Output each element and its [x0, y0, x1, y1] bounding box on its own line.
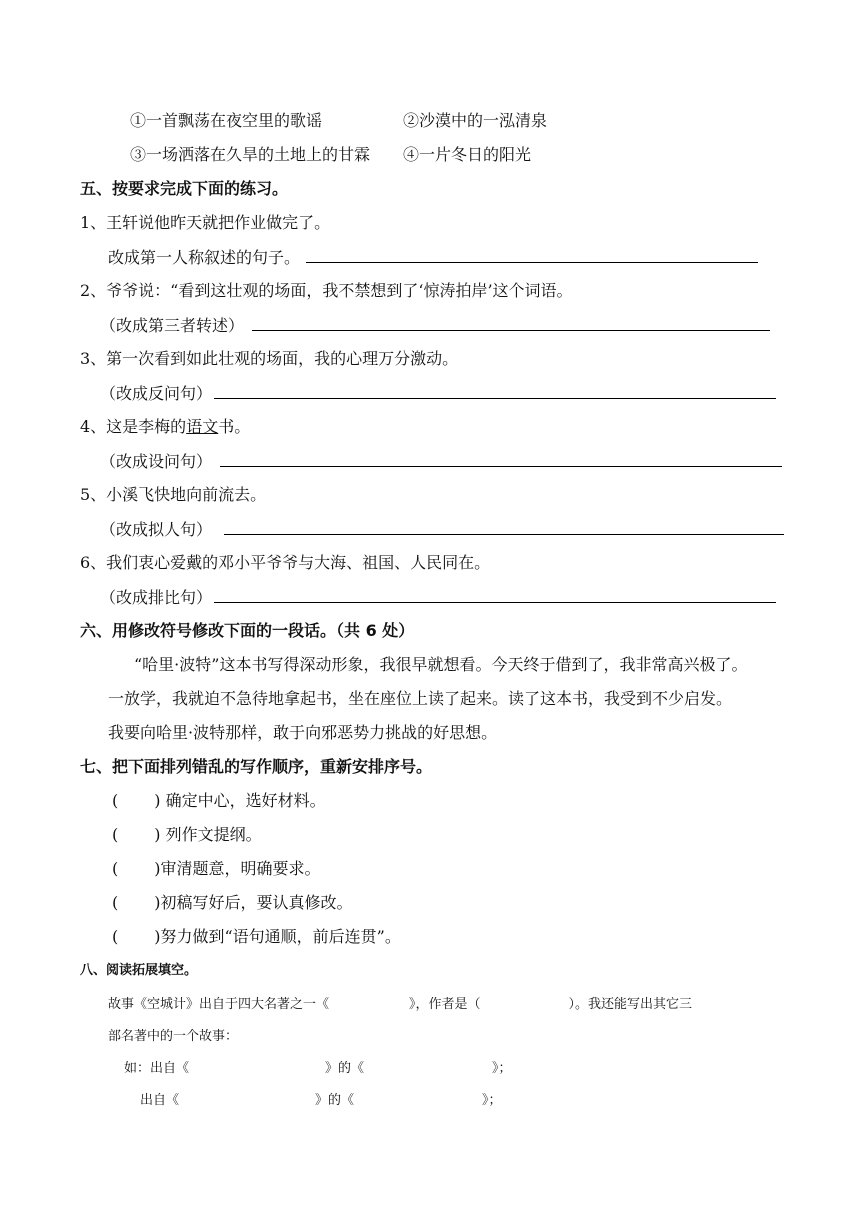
option-3: ③一场洒落在久旱的土地上的甘霖: [130, 145, 371, 164]
q4-hint: [100, 450, 782, 473]
order-blank-5[interactable]: (: [112, 927, 119, 946]
q2-hint: [100, 314, 770, 337]
order-item-3-text: )审清题意，明确要求。: [154, 859, 321, 878]
reading-line-1-a: 故事《空城计》出自于四大名著之一《: [108, 997, 330, 1012]
example-1-c: 》；: [492, 1061, 512, 1076]
order-item-4: [112, 892, 353, 914]
example-1-a: 如：出自《: [124, 1061, 190, 1076]
order-item-2-text: ) 列作文提纲。: [154, 825, 262, 844]
example-2-b: 》的《: [315, 1093, 355, 1108]
example-2-a: 出自《: [140, 1093, 180, 1108]
q5-hint: [100, 518, 784, 541]
q6-hint: [100, 586, 776, 609]
reading-line-2: 部名著中的一个故事：: [108, 1029, 239, 1044]
order-item-1-text: ) 确定中心，选好材料。: [154, 791, 326, 810]
q3-hint-label: （改成反问句）: [100, 384, 213, 403]
order-item-1: [112, 790, 326, 812]
reading-example-2: [140, 1090, 502, 1112]
order-item-2: [112, 824, 262, 846]
section-6-heading: 六、用修改符号修改下面的一段话。（共 6 处）: [80, 621, 415, 640]
order-item-3: [112, 858, 321, 880]
q4-hint-label: （改成设问句）: [100, 452, 213, 471]
reading-line-1-c: ）。我还能写出其它三: [568, 997, 693, 1012]
reading-line-1: [108, 994, 692, 1016]
option-1: ①一首飘荡在夜空里的歌谣: [130, 111, 323, 130]
order-blank-3[interactable]: (: [112, 859, 119, 878]
q4-answer-line[interactable]: [220, 450, 782, 467]
order-blank-1[interactable]: (: [112, 791, 119, 810]
q3-hint: [100, 382, 776, 405]
q4-text: [80, 416, 250, 438]
q4-text-pre: 4、这是李梅的: [80, 417, 187, 436]
q6-hint-label: （改成排比句）: [100, 588, 213, 607]
q3-text: 3、第一次看到如此壮观的场面，我的心理万分激动。: [80, 349, 459, 368]
order-item-5-text: )努力做到“语句通顺，前后连贯”。: [154, 927, 401, 946]
q5-text: 5、小溪飞快地向前流去。: [80, 485, 267, 504]
q3-answer-line[interactable]: [214, 382, 776, 399]
q1-text: 1、王轩说他昨天就把作业做完了。: [80, 213, 331, 232]
q6-text: 6、我们衷心爱戴的邓小平爷爷与大海、祖国、人民同在。: [80, 553, 491, 572]
paragraph-line-2: 一放学，我就迫不急待地拿起书，坐在座位上读了起来。读了这本书，我受到不少启发。: [108, 689, 733, 708]
paragraph-line-1: “哈里·波特”这本书写得深动形象，我很早就想看。今天终于借到了，我非常高兴极了。: [134, 655, 748, 674]
q4-underlined-word: 语文: [186, 417, 219, 436]
paragraph-line-3: 我要向哈里·波特那样，敢于向邪恶势力挑战的好思想。: [108, 723, 498, 742]
q6-answer-line[interactable]: [214, 586, 776, 603]
section-7-heading: 七、把下面排列错乱的写作顺序，重新安排序号。: [80, 757, 433, 776]
section-8-heading: 八、阅读拓展填空。: [80, 963, 198, 978]
option-4: ④一片冬日的阳光: [403, 145, 532, 164]
q5-hint-label: （改成拟人句）: [100, 520, 213, 539]
order-blank-4[interactable]: (: [112, 893, 119, 912]
option-2: ②沙漠中的一泓清泉: [403, 111, 548, 130]
example-1-b: 》的《: [325, 1061, 365, 1076]
section-5-heading: 五、按要求完成下面的练习。: [80, 179, 289, 198]
order-blank-2[interactable]: (: [112, 825, 119, 844]
q2-answer-line[interactable]: [252, 314, 770, 331]
q4-text-post: 书。: [218, 417, 251, 436]
q1-hint: [108, 246, 758, 269]
example-2-c: 》；: [482, 1093, 502, 1108]
q2-text: 2、爷爷说：“看到这壮观的场面，我不禁想到了‘惊涛拍岸’这个词语。: [80, 281, 573, 300]
order-item-4-text: )初稿写好后，要认真修改。: [154, 893, 353, 912]
reading-line-1-b: 》，作者是（: [409, 997, 481, 1012]
order-item-5: [112, 926, 401, 948]
q1-hint-label: 改成第一人称叙述的句子。: [108, 248, 301, 267]
q2-hint-label: （改成第三者转述）: [100, 316, 245, 335]
reading-example-1: [124, 1058, 512, 1080]
q5-answer-line[interactable]: [224, 518, 784, 535]
q1-answer-line[interactable]: [306, 246, 758, 263]
